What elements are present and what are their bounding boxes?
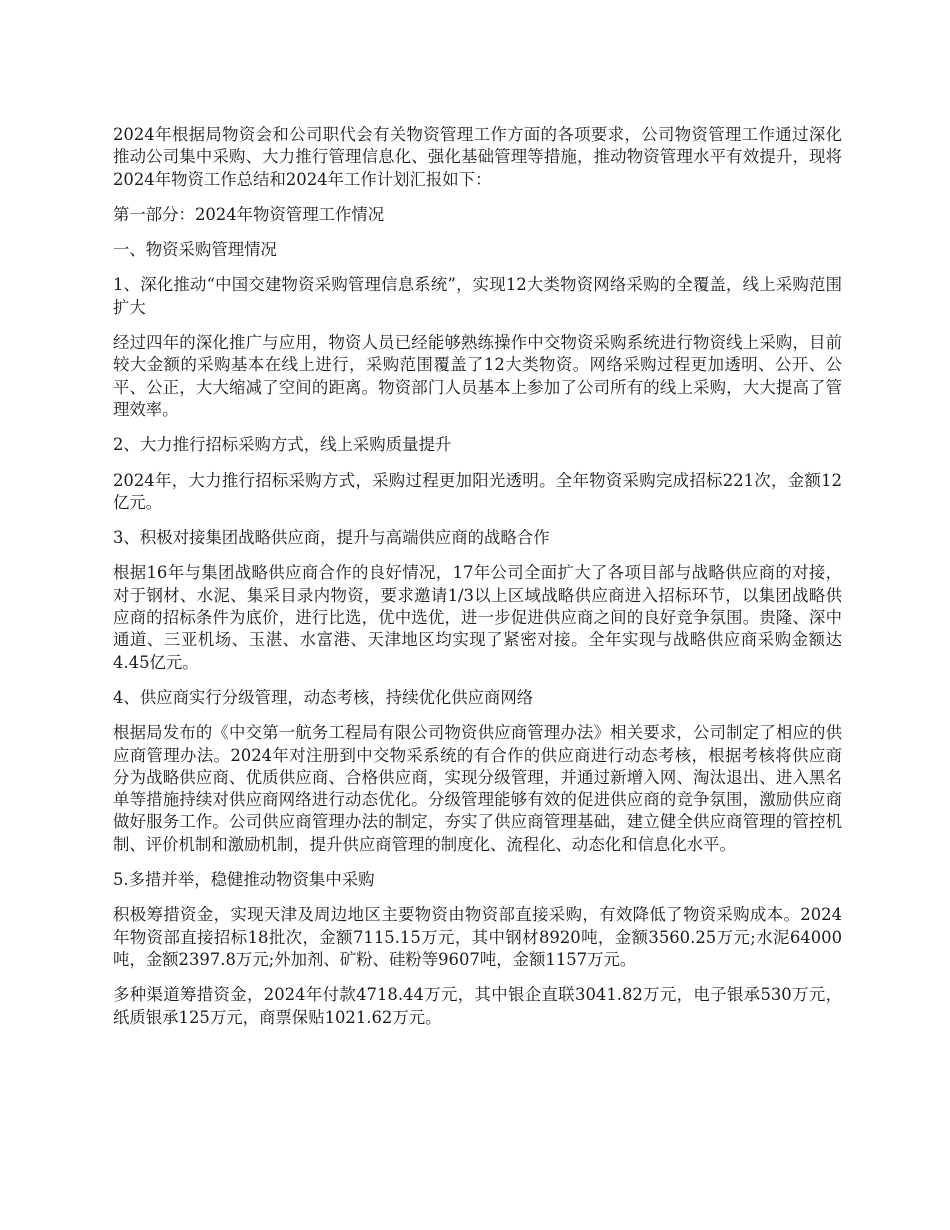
item-5-heading: 5.多措并举，稳健推动物资集中采购 bbox=[113, 870, 375, 890]
item-1-heading: 1、深化推动“中国交建物资采购管理信息系统”，实现12大类物资网络采购的全覆盖，线上采购范围扩大 bbox=[113, 275, 842, 317]
item-4-heading: 4、供应商实行分级管理，动态考核，持续优化供应商网络 bbox=[113, 687, 534, 707]
section-one-heading: 一、物资采购管理情况 bbox=[113, 240, 277, 260]
item-3-heading: 3、积极对接集团战略供应商，提升与高端供应商的战略合作 bbox=[113, 528, 550, 548]
item-5-body: 积极筹措资金，实现天津及周边地区主要物资由物资部直接采购，有效降低了物资采购成本。2024年物资部直接招标18批次，金额7115.15万元，其中钢材8920吨，金额3560.25万元;水泥64000吨，金额2397.8万元;外加剂、矿粉、硅粉等9607吨，金额1157万元。 bbox=[113, 905, 842, 969]
funding-paragraph: 多种渠道筹措资金，2024年付款4718.44万元，其中银企直联3041.82万元，电子银承530万元，纸质银承125万元，商票保贴1021.62万元。 bbox=[113, 985, 842, 1027]
item-1-body: 经过四年的深化推广与应用，物资人员已经能够熟练操作中交物资采购系统进行物资线上采购，目前较大金额的采购基本在线上进行，采购范围覆盖了12大类物资。网络采购过程更加透明、公开、公平、公正，大大缩减了空间的距离。物资部门人员基本上参加了公司所有的线上采购，大大提高了管理效率。 bbox=[113, 333, 842, 419]
item-2-heading: 2、大力推行招标采购方式，线上采购质量提升 bbox=[113, 435, 452, 455]
intro-paragraph: 2024年根据局物资会和公司职代会有关物资管理工作方面的各项要求，公司物资管理工作通过深化推动公司集中采购、大力推行管理信息化、强化基础管理等措施，推动物资管理水平有效提升，现将2024年物资工作总结和2024年工作计划汇报如下： bbox=[113, 125, 842, 189]
item-2-body: 2024年，大力推行招标采购方式，采购过程更加阳光透明。全年物资采购完成招标221次，金额12亿元。 bbox=[113, 470, 842, 512]
part-one-heading: 第一部分：2024年物资管理工作情况 bbox=[113, 204, 385, 224]
item-3-body: 根据16年与集团战略供应商合作的良好情况，17年公司全面扩大了各项目部与战略供应商的对接，对于钢材、水泥、集采目录内物资，要求邀请1/3以上区域战略供应商进入招标环节，以集团战略供应商的招标条件为底价，进行比选，优中选优，进一步促进供应商之间的良好竞争氛围。贵隆、深中通道、三亚机场、玉湛、水富港、天津地区均实现了紧密对接。全年实现与战略供应商采购金额达4.45亿元。 bbox=[113, 563, 842, 672]
item-4-body: 根据局发布的《中交第一航务工程局有限公司物资供应商管理办法》相关要求，公司制定了相应的供应商管理办法。2024年对注册到中交物采系统的有合作的供应商进行动态考核，根据考核将供应商分为战略供应商、优质供应商、合格供应商，实现分级管理，并通过新增入网、淘汰退出、进入黑名单等措施持续对供应商网络进行动态优化。分级管理能够有效的促进供应商的竞争氛围，激励供应商做好服务工作。公司供应商管理办法的制定，夯实了供应商管理基础，建立健全供应商管理的管控机制、评价机制和激励机制，提升供应商管理的制度化、流程化、动态化和信息化水平。 bbox=[113, 723, 842, 854]
